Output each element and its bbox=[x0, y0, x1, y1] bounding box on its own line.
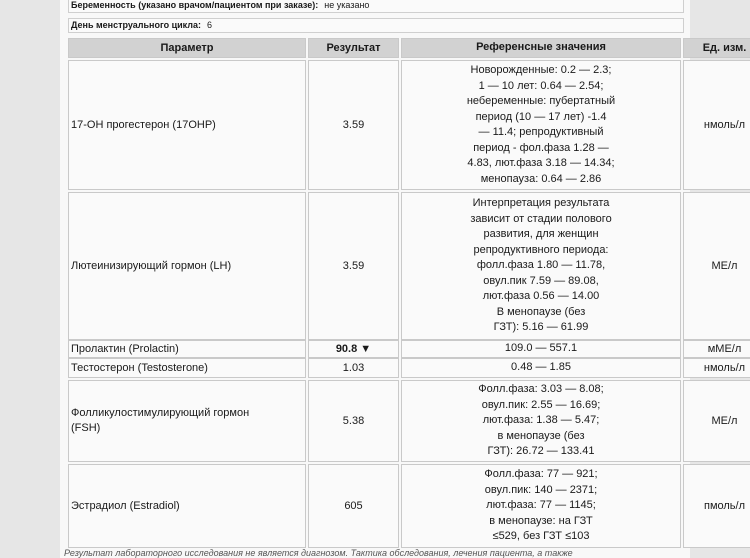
result-cell: 3.59 bbox=[308, 60, 399, 190]
param-cell: Пролактин (Prolactin) bbox=[68, 340, 306, 358]
table-row bbox=[68, 358, 750, 378]
pregnancy-value: не указано bbox=[324, 0, 370, 10]
unit-cell: МЕ/л bbox=[683, 192, 750, 340]
reference-cell: Фолл.фаза: 3.03 — 8.08; овул.пик: 2.55 — 16.69; лют.фаза: 1.38 — 5.47; в менопаузе (без ГЗТ): 26.72 — 133.41 bbox=[401, 380, 681, 462]
cycle-day-label: День менструального цикла: bbox=[71, 20, 201, 30]
cycle-day-value: 6 bbox=[207, 20, 213, 30]
left-edge bbox=[0, 0, 60, 558]
table-row bbox=[68, 464, 750, 548]
unit-cell: мМЕ/л bbox=[683, 340, 750, 358]
reference-cell: Фолл.фаза: 77 — 921; овул.пик: 140 — 2371; лют.фаза: 77 — 1145; в менопаузе: на ГЗТ ≤529, без ГЗТ ≤103 bbox=[401, 464, 681, 548]
unit-cell: пмоль/л bbox=[683, 464, 750, 548]
pregnancy-label: Беременность (указано врачом/пациентом при заказе): bbox=[71, 0, 319, 10]
unit-cell: МЕ/л bbox=[683, 380, 750, 462]
pregnancy-field bbox=[68, 0, 684, 13]
table-row bbox=[68, 340, 750, 358]
param-cell: Эстрадиол (Estradiol) bbox=[68, 464, 306, 548]
reference-cell: Новорожденные: 0.2 — 2.3; 1 — 10 лет: 0.64 — 2.54; небеременные: пубертатный период (10 — 17 лет) -1.4 — 11.4; репродуктивный период - фол.фаза 1.28 — 4.83, лют.фаза 3.18 — 14.34; менопауза: 0.64 — 2.86 bbox=[401, 60, 681, 190]
unit-cell: нмоль/л bbox=[683, 358, 750, 378]
header-param: Параметр bbox=[68, 38, 306, 58]
table-row bbox=[68, 60, 750, 190]
footnote: Результат лабораторного исследования не является диагнозом. Тактика обследования, лечения пациента, а также bbox=[64, 548, 573, 558]
unit-cell: нмоль/л bbox=[683, 60, 750, 190]
result-cell-low: 90.8 ▼ bbox=[308, 340, 399, 358]
result-cell: 3.59 bbox=[308, 192, 399, 340]
cycle-day-field bbox=[68, 18, 684, 33]
header-reference: Референсные значения bbox=[401, 38, 681, 58]
result-cell: 605 bbox=[308, 464, 399, 548]
reference-cell: 109.0 — 557.1 bbox=[401, 340, 681, 358]
result-cell: 1.03 bbox=[308, 358, 399, 378]
table-header bbox=[68, 38, 750, 58]
table-row bbox=[68, 192, 750, 340]
table-row bbox=[68, 380, 750, 462]
param-cell: Фолликулостимулирующий гормон (FSH) bbox=[68, 380, 306, 462]
reference-cell: Интерпретация результата зависит от стадии полового развития, для женщин репродуктивного периода: фолл.фаза 1.80 — 11.78, овул.пик 7.59 — 89.08, лют.фаза 0.56 — 14.00 В менопаузе (без ГЗТ): 5.16 — 61.99 bbox=[401, 192, 681, 340]
param-cell: 17-ОН прогестерон (17OHP) bbox=[68, 60, 306, 190]
header-unit: Ед. изм. bbox=[683, 38, 750, 58]
param-cell: Лютеинизирующий гормон (LH) bbox=[68, 192, 306, 340]
param-cell: Тестостерон (Testosterone) bbox=[68, 358, 306, 378]
reference-cell: 0.48 — 1.85 bbox=[401, 358, 681, 378]
result-cell: 5.38 bbox=[308, 380, 399, 462]
header-result: Результат bbox=[308, 38, 399, 58]
